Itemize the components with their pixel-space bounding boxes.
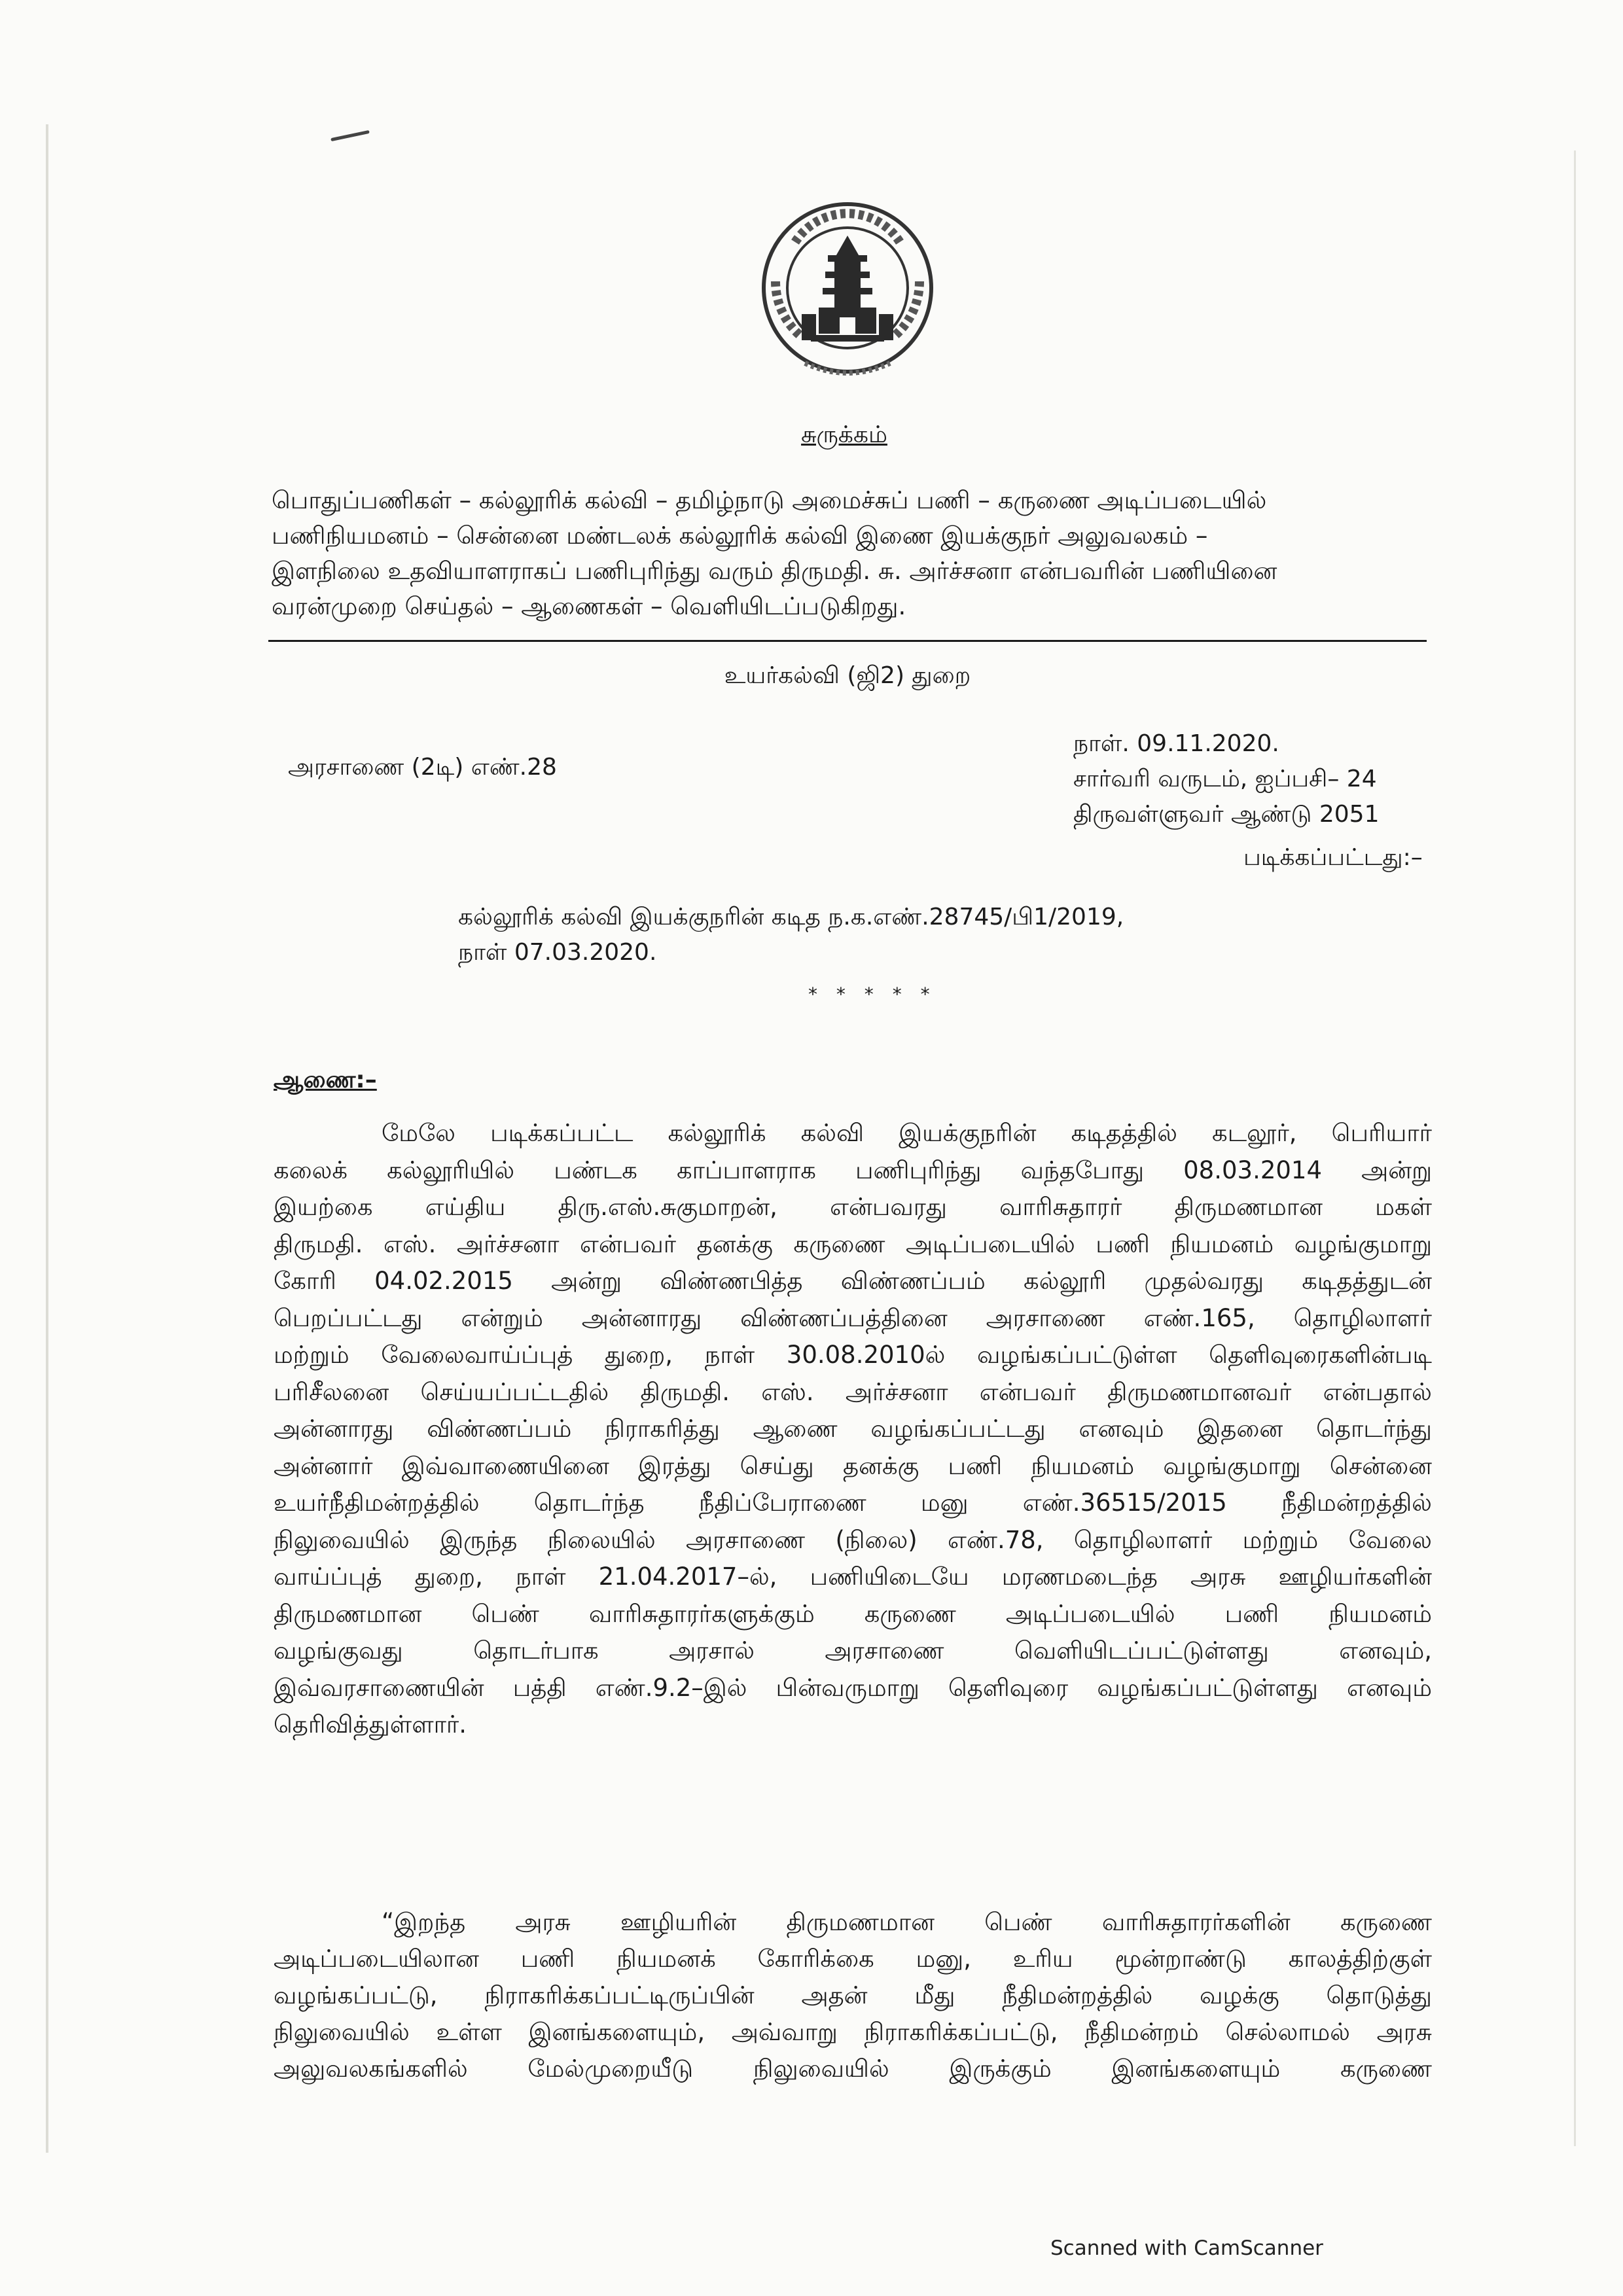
paragraph-line: திருமதி. எஸ். அர்ச்சனா என்பவர் தனக்கு கருணை அடிப்படையில் பணி நியமனம் வழங்குமாறு (274, 1229, 1432, 1258)
read-label: படிக்கப்பட்டது:– (1243, 844, 1423, 871)
quote-line: அடிப்படையிலான பணி நியமனக் கோரிக்கை மனு, உரிய மூன்றாண்டு காலத்திற்குள் (274, 1945, 1432, 1973)
paragraph-line: பரிசீலனை செய்யப்பட்டதில் திருமதி. எஸ். அர்ச்சனா என்பவர் திருமணமானவர் என்பதால் (274, 1377, 1432, 1406)
paragraph-line: மேலே படிக்கப்பட்ட கல்லூரிக் கல்வி இயக்குநரின் கடிதத்தில் கடலூர், பெரியார் (382, 1119, 1432, 1147)
paragraph-line: திருமணமான பெண் வாரிசுதாரர்களுக்கும் கருணை அடிப்படையில் பணி நியமனம் (274, 1599, 1432, 1628)
go-number: அரசாணை (2டி) எண்.28 (288, 754, 557, 781)
quote-line: “இறந்த அரசு ஊழியரின் திருமணமான பெண் வாரிசுதாரர்களின் கருணை (382, 1908, 1432, 1936)
paragraph-line: கோரி 04.02.2015 அன்று விண்ணபித்த விண்ணப்பம் கல்லூரி முதல்வரது கடிதத்துடன் (274, 1267, 1432, 1295)
scan-left-edge (46, 124, 48, 2153)
date-line: நாள். 09.11.2020. (1073, 730, 1279, 757)
paragraph-line: வழங்குவது தொடர்பாக அரசால் அரசாணை வெளியிடப்பட்டுள்ளது எனவும், (274, 1636, 1432, 1665)
subject-line: பொதுப்பணிகள் – கல்லூரிக் கல்வி – தமிழ்நாடு அமைச்சுப் பணி – கருணை அடிப்படையில் (272, 486, 1267, 514)
order-heading: ஆணை:– (274, 1067, 377, 1093)
scan-right-edge (1574, 150, 1576, 2146)
reference-line: நாள் 07.03.2020. (458, 939, 657, 966)
quoted-clause (274, 1904, 1432, 2087)
paragraph-line: மற்றும் வேலைவாய்ப்புத் துறை, நாள் 30.08.2010ல் வழங்கப்பட்டுள்ள தெளிவுரைகளின்படி (274, 1341, 1432, 1369)
reference-line: கல்லூரிக் கல்வி இயக்குநரின் கடித ந.க.எண்.28745/பி1/2019, (458, 904, 1124, 930)
paragraph-line: இவ்வரசாணையின் பத்தி எண்.9.2–இல் பின்வருமாறு தெளிவுரை வழங்கப்பட்டுள்ளது எனவும் (274, 1673, 1432, 1702)
date-line: சார்வரி வருடம், ஐப்பசி– 24 (1073, 766, 1377, 792)
tamil-nadu-emblem-icon (756, 196, 939, 386)
subject-line: வரன்முறை செய்தல் – ஆணைகள் – வெளியிடப்படுகிறது. (272, 592, 906, 620)
paragraph-line: நிலுவையில் இருந்த நிலையில் அரசாணை (நிலை) எண்.78, தொழிலாளர் மற்றும் வேலை (274, 1525, 1432, 1554)
paragraph-line: வாய்ப்புத் துறை, நாள் 21.04.2017–ல், பணியிடையே மரணமடைந்த அரசு ஊழியர்களின் (274, 1563, 1432, 1591)
paragraph-line: அன்னாரது விண்ணப்பம் நிராகரித்து ஆணை வழங்கப்பட்டது எனவும் இதனை தொடர்ந்து (274, 1415, 1432, 1443)
paragraph-line: அன்னார் இவ்வாணையினை இரத்து செய்து தனக்கு பணி நியமனம் வழங்குமாறு சென்னை (274, 1451, 1432, 1480)
paragraph-line: பெறப்பட்டது என்றும் அன்னாரது விண்ணப்பத்தினை அரசாணை எண்.165, தொழிலாளர் (274, 1303, 1432, 1332)
paragraph-line: கலைக் கல்லூரியில் பண்டக காப்பாளராக பணிபுரிந்து வந்தபோது 08.03.2014 அன்று (274, 1156, 1432, 1184)
divider (268, 640, 1427, 642)
subject-line: பணிநியமனம் – சென்னை மண்டலக் கல்லூரிக் கல்வி இணை இயக்குநர் அலுவலகம் – (272, 521, 1208, 550)
order-paragraph (274, 1115, 1432, 1744)
quote-line: நிலுவையில் உள்ள இனங்களையும், அவ்வாறு நிராகரிக்கப்பட்டு, நீதிமன்றம் செல்லாமல் அரசு (274, 2018, 1432, 2046)
date-block (1073, 726, 1379, 832)
reference-block (458, 900, 1124, 970)
subject-line: இளநிலை உதவியாளராகப் பணிபுரிந்து வரும் திருமதி. சு. அர்ச்சனா என்பவரின் பணியினை (272, 557, 1277, 585)
paragraph-line: இயற்கை எய்திய திரு.எஸ்.சுகுமாறன், என்பவரது வாரிசுதாரர் திருமணமான மகள் (274, 1193, 1432, 1221)
scan-pen-mark (330, 130, 370, 141)
department-name: உயர்கல்வி (ஜி2) துறை (724, 662, 971, 689)
quote-line: வழங்கப்பட்டு, நிராகரிக்கப்பட்டிருப்பின் அதன் மீது நீதிமன்றத்தில் வழக்கு தொடுத்து (274, 1981, 1432, 2009)
paragraph-line: தெரிவித்துள்ளார். (274, 1710, 467, 1739)
date-line: திருவள்ளுவர் ஆண்டு 2051 (1073, 801, 1380, 828)
paragraph-line: உயர்நீதிமன்றத்தில் தொடர்ந்த நீதிப்பேராணை மனு எண்.36515/2015 நீதிமன்றத்தில் (274, 1489, 1432, 1517)
quote-line: அலுவலகங்களில் மேல்முறையீடு நிலுவையில் இருக்கும் இனங்களையும் கருணை (274, 2055, 1432, 2083)
scanner-watermark: Scanned with CamScanner (1050, 2236, 1323, 2260)
separator-stars: * * * * * (808, 983, 936, 1005)
page-title: சுருக்கம் (801, 421, 887, 448)
subject-block (272, 483, 1430, 624)
